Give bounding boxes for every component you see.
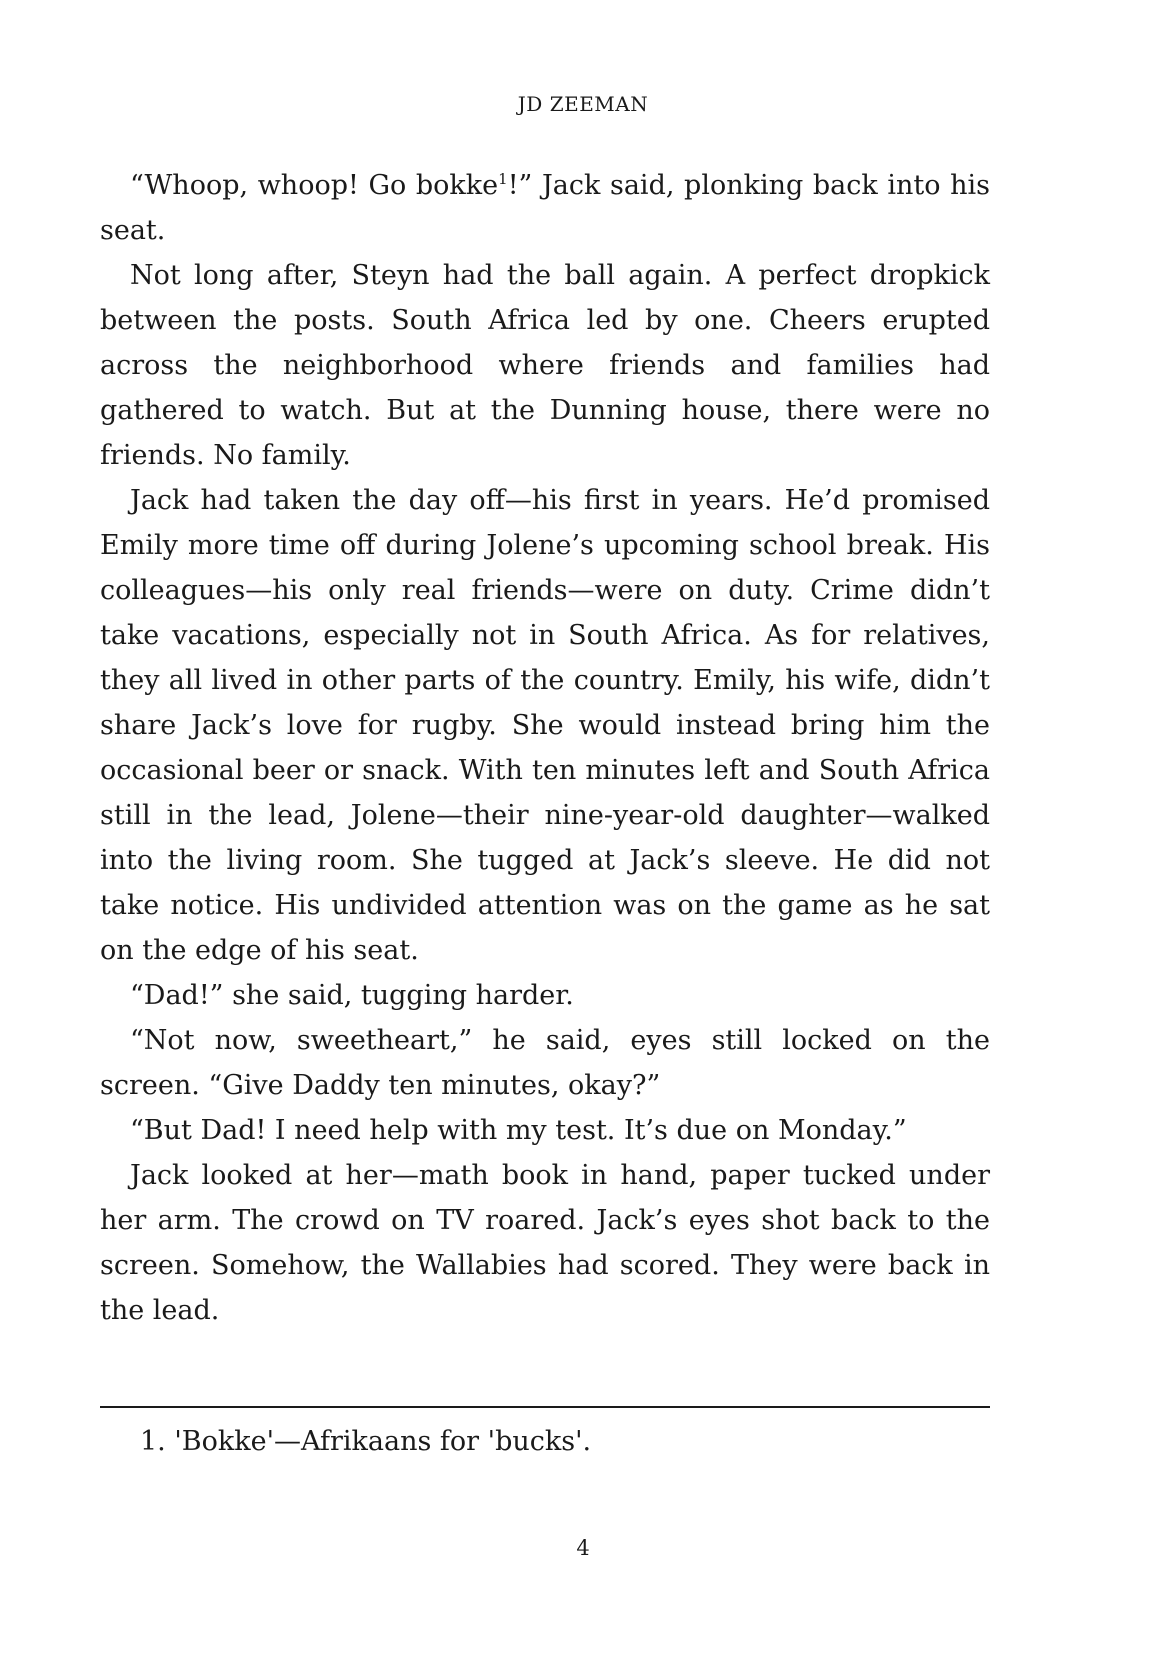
footnote: 1. 'Bokke'—Afrikaans for 'bucks'. <box>140 1426 592 1457</box>
body-text <box>100 163 990 1333</box>
paragraph-2: Not long after, Steyn had the ball again. A perfect dropkick between the posts. South Africa led by one. Cheers erupted across the neighborhood where friends and families had gathered to watch. But at the Dunning house, there were no friends. No family. <box>100 260 990 471</box>
page-number: 4 <box>576 1536 590 1560</box>
paragraph-3: Jack had taken the day off—his first in years. He’d promised Emily more time off during Jolene’s upcoming school break. His colleagues—his only real friends—were on duty. Crime didn’t take vacations, especially not in South Africa. As for relatives, they all lived in other parts of the country. Emily, his wife, didn’t share Jack’s love for rugby. She would instead bring him the occasional beer or snack. With ten minutes left and South Africa still in the lead, Jolene—their nine-year-old daughter—walked into the living room. She tugged at Jack’s sleeve. He did not take notice. His undivided attention was on the game as he sat on the edge of his seat. <box>100 485 990 966</box>
paragraph-1-text-b: !” Jack said, plonking back into his seat. <box>100 170 990 246</box>
footnote-reference[interactable]: 1 <box>498 170 508 188</box>
paragraph-6: “But Dad! I need help with my test. It’s due on Monday.” <box>130 1115 907 1146</box>
paragraph-5: “Not now, sweetheart,” he said, eyes still locked on the screen. “Give Daddy ten minutes, okay?” <box>100 1025 990 1101</box>
paragraph-7: Jack looked at her—math book in hand, paper tucked under her arm. The crowd on TV roared. Jack’s eyes shot back to the screen. Somehow, the Wallabies had scored. They were back in the lead. <box>100 1160 990 1326</box>
paragraph-4: “Dad!” she said, tugging harder. <box>130 980 574 1011</box>
paragraph-1-text-a: “Whoop, whoop! Go bokke <box>130 170 499 201</box>
running-head: JD ZEEMAN <box>517 92 649 116</box>
paragraph-1 <box>100 163 990 253</box>
footnote-divider <box>100 1406 990 1408</box>
